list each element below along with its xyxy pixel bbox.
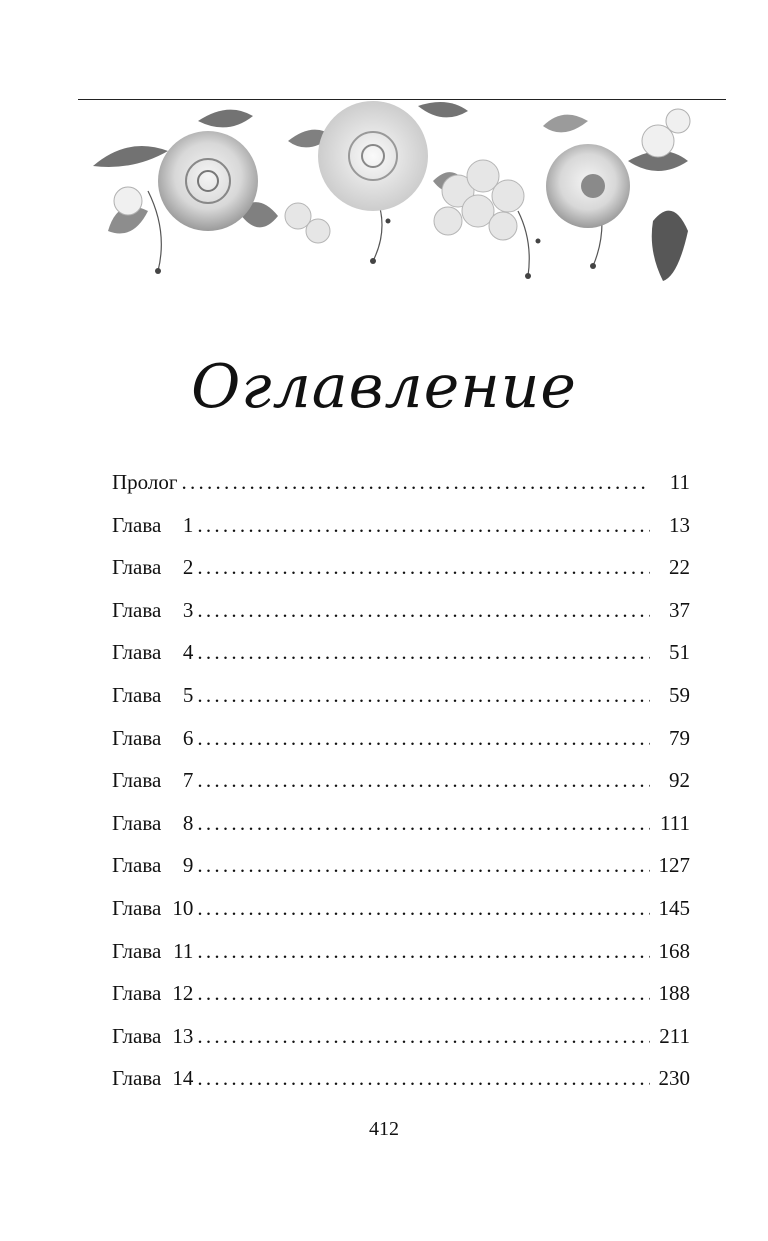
toc-label: Глава [112,981,162,1006]
toc-row[interactable] [112,853,690,896]
toc-leader-dots [197,598,650,623]
toc-leader-dots [197,640,650,665]
toc-page-number: 22 [669,555,690,580]
toc-label: Глава [112,895,162,920]
toc-page-number: 145 [658,895,690,920]
toc-row[interactable] [112,1024,690,1067]
toc-row[interactable] [112,513,690,556]
toc-chapter-number: 12 [172,981,194,1006]
toc-row[interactable] [112,598,690,641]
toc-label: Глава [112,640,162,665]
toc-leader-dots [197,513,650,538]
toc-label: Глава [112,810,162,835]
toc-label: Глава [112,1023,162,1048]
toc-row[interactable] [112,683,690,726]
toc-chapter-number: 13 [172,1023,194,1048]
toc-leader-dots [197,683,650,708]
toc-page-number: 127 [658,853,690,878]
page-number: 412 [369,1118,399,1140]
toc-page-number: 168 [658,938,690,963]
toc-label: Глава [112,597,162,622]
header-rule [78,99,726,100]
toc-page-number: 111 [660,810,690,835]
toc-leader-dots [197,981,650,1006]
toc-page-number: 59 [669,682,690,707]
toc-page-number: 79 [669,725,690,750]
toc-label: Пролог [112,470,178,494]
toc-page-number: 37 [669,597,690,622]
toc-chapter-number: 7 [182,768,194,793]
toc-leader-dots [197,1066,650,1091]
toc-title: Оглавление [191,352,577,422]
toc-leader-dots [181,470,650,495]
toc-leader-dots [197,939,650,964]
toc-label: Глава [112,938,162,963]
toc-label: Глава [112,725,162,750]
toc-chapter-number: 10 [172,895,194,920]
toc-row[interactable] [112,896,690,939]
toc-leader-dots [197,1024,650,1049]
toc-chapter-number: 11 [173,938,194,963]
toc-row[interactable] [112,640,690,683]
toc-label: Глава [112,555,162,580]
toc-leader-dots [197,853,650,878]
floral-border-illustration [88,101,713,291]
toc-page-number: 13 [669,512,690,537]
toc-chapter-number: 3 [182,597,194,622]
table-of-contents [112,470,690,1109]
toc-row[interactable] [112,768,690,811]
toc-label: Глава [112,512,162,537]
toc-chapter-number: 8 [182,810,194,835]
toc-row[interactable] [112,470,690,513]
toc-row[interactable] [112,726,690,769]
toc-label: Глава [112,1066,162,1091]
toc-chapter-number: 4 [182,640,194,665]
toc-chapter-number: 1 [182,512,194,537]
toc-page-number: 188 [658,981,690,1006]
toc-page-number: 92 [669,768,690,793]
toc-chapter-number: 14 [172,1066,194,1091]
toc-row[interactable] [112,555,690,598]
toc-leader-dots [197,768,650,793]
toc-row[interactable] [112,981,690,1024]
toc-label: Глава [112,768,162,793]
toc-label: Глава [112,682,162,707]
toc-chapter-number: 6 [182,725,194,750]
toc-page-number: 11 [669,470,690,494]
toc-leader-dots [197,896,650,921]
toc-chapter-number: 2 [182,555,194,580]
toc-row[interactable] [112,811,690,854]
toc-page-number: 51 [669,640,690,665]
toc-page-number: 211 [659,1023,690,1048]
toc-chapter-number: 5 [182,682,194,707]
toc-chapter-number: 9 [182,853,194,878]
toc-row[interactable] [112,939,690,982]
toc-leader-dots [197,726,650,751]
toc-page-number: 230 [658,1066,690,1091]
toc-label: Глава [112,853,162,878]
toc-leader-dots [197,811,650,836]
toc-row[interactable] [112,1066,690,1109]
toc-leader-dots [197,555,650,580]
